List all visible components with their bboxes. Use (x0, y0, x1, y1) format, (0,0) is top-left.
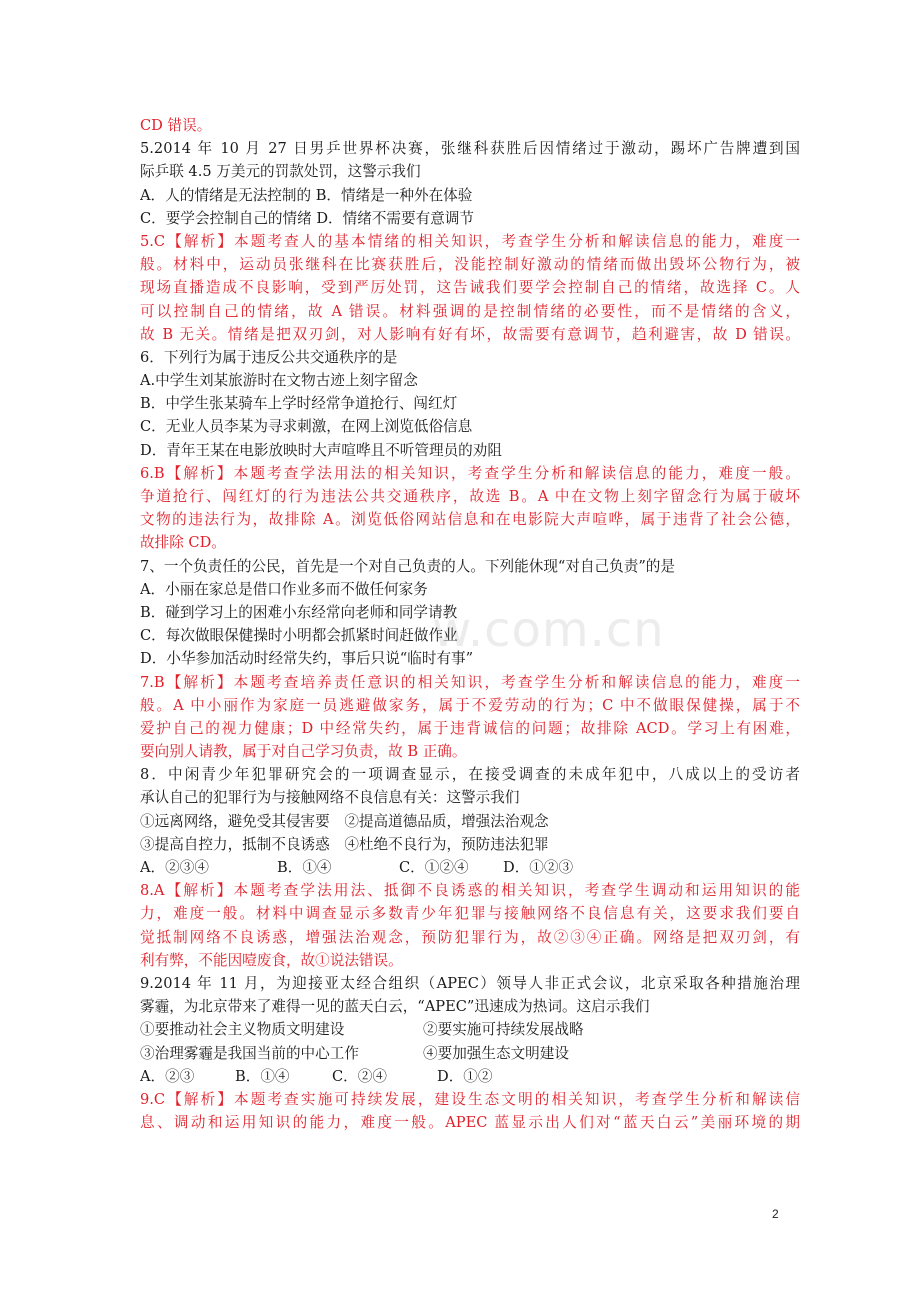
text-line: C．无业人员李某为寻求刺激，在网上浏览低俗信息 (140, 418, 473, 436)
option-item: B．①④ (277, 859, 332, 876)
option-item: B．①④ (235, 1067, 290, 1085)
option-item: C．②④ (332, 1067, 387, 1085)
option-row (140, 856, 800, 879)
answer-analysis-line: 要向别人请教，属于对自己学习负责，故 B 正确。 (140, 743, 467, 761)
option-item: ②要实施可持续发展战略 (423, 1021, 584, 1039)
option-item: D．①②③ (503, 859, 574, 876)
text-line: D．小华参加活动时经常失约，事后只说“临时有事” (140, 650, 474, 668)
text-line: 9.2014 年 11 月，为迎接亚太经合组织（APEC）领导人非正式会议，北京采取各种措施治理 (140, 974, 800, 992)
answer-analysis-line: 般。材料中，运动员张继科在比赛获胜后，没能控制好激动的情绪而做出毁坏公物行为，被 (140, 256, 800, 274)
answer-analysis-line: 6.B【解析】本题考查学法用法的相关知识，考查学生分析和解读信息的能力，难度一般。 (140, 464, 800, 482)
text-line: C．要学会控制自己的情绪 D．情绪不需要有意调节 (140, 209, 474, 227)
option-item: A．②③④ (140, 859, 209, 876)
answer-analysis-line: 力，难度一般。材料中调查显示多数青少年犯罪与接触网络不良信息有关，这要求我们要自 (140, 905, 800, 923)
text-line: 承认自己的犯罪行为与接触网络不良信息有关：这警示我们 (140, 789, 520, 807)
answer-analysis-line: 争道抢行、闯红灯的行为违法公共交通秩序，故选 B。A 中在文物上刻字留念行为属于破坏 (140, 488, 800, 505)
text-line: 雾霾，为北京带来了难得一见的蓝天白云，“APEC”迅速成为热词。这启示我们 (140, 998, 650, 1016)
answer-analysis-line: 息、调动和运用知识的能力，难度一般。APEC 蓝显示出人们对“蓝天白云”美丽环境的期 (140, 1114, 800, 1132)
option-row (140, 1042, 800, 1065)
option-item: D．①② (437, 1067, 493, 1085)
text-line: 5.2014 年 10 月 27 日男乒世界杯决赛，张继科获胜后因情绪过于激动，踢坏广告牌遭到国 (140, 140, 800, 158)
answer-analysis-line: 利有弊，不能因噎废食，故①说法错误。 (140, 951, 403, 969)
answer-analysis-line: 故排除 CD。 (140, 534, 226, 552)
text-line: A．小丽在家总是借口作业多而不做任何家务 (140, 580, 428, 598)
text-line: ③提高自控力，抵制不良诱惑 ④杜绝不良行为，预防违法犯罪 (140, 835, 549, 853)
option-row (140, 1065, 800, 1088)
answer-analysis-line: 8.A【解析】本题考查学法用法、抵御不良诱惑的相关知识，考查学生调动和运用知识的能 (140, 882, 800, 900)
text-line: 际乒联 4.5 万美元的罚款处罚，这警示我们 (140, 163, 421, 181)
answer-analysis-line: CD 错误。 (140, 117, 212, 134)
option-item: C．①②④ (399, 859, 469, 876)
option-item: ①要推动社会主义物质文明建设 (140, 1021, 345, 1039)
answer-analysis-line: 文物的违法行为，故排除 A。浏览低俗网站信息和在电影院大声喧哗，属于违背了社会公德， (140, 511, 800, 529)
answer-analysis-line: 7.B【解析】本题考查培养责任意识的相关知识，考查学生分析和解读信息的能力，难度一 (140, 673, 800, 691)
answer-analysis-line: 5.C【解析】本题考查人的基本情绪的相关知识，考查学生分析和解读信息的能力，难度一 (140, 232, 800, 250)
text-line: B．碰到学习上的困难小东经常向老师和同学请教 (140, 603, 458, 621)
answer-analysis-line: 9.C【解析】本题考查实施可持续发展，建设生态文明的相关知识，考查学生分析和解读信 (140, 1090, 800, 1108)
answer-analysis-line: 现场直播造成不良影响，受到严厉处罚，这告诫我们要学会控制自己的情绪，故选择 C。人 (140, 279, 800, 297)
answer-analysis-line: 可以控制自己的情绪，故 A 错误。材料强调的是控制情绪的必要性，而不是情绪的含义， (140, 302, 800, 320)
answer-analysis-line: 爱护自己的视力健康；D 中经常失约，属于违背诚信的问题；故排除 ACD。学习上有困难， (140, 719, 800, 737)
text-line: ①远离网络，避免受其侵害要 ②提高道德品质，增强法治观念 (140, 812, 549, 830)
answer-analysis-line: 觉抵制网络不良诱惑，增强法治观念，预防犯罪行为，故②③④正确。网络是把双刃剑，有 (140, 928, 800, 946)
option-row (140, 1018, 800, 1041)
option-item: ③治理雾霾是我国当前的中心工作 (140, 1044, 359, 1062)
watermark: w.com.cn (432, 602, 665, 658)
text-line: C．每次做眼保健操时小明都会抓紧时间赶做作业 (140, 627, 458, 645)
text-line: B．中学生张某骑车上学时经常争道抢行、闯红灯 (140, 395, 458, 413)
text-line: 7、一个负责任的公民，首先是一个对自己负责的人。下列能休现“对自己负责”的是 (140, 557, 675, 575)
option-item: A．②③ (140, 1067, 195, 1085)
page-number: 2 (772, 1207, 779, 1221)
text-line: A.中学生刘某旅游时在文物古迹上刻字留念 (140, 372, 418, 390)
answer-analysis-line: 般。A 中小丽作为家庭一员逃避做家务，属于不爱劳动的行为；C 中不做眼保健操，属于不 (140, 696, 800, 714)
text-line: 8．中闲青少年犯罪研究会的一项调查显示，在接受调查的未成年犯中，八成以上的受访者 (140, 766, 800, 784)
text-line: 6．下列行为属于违反公共交通秩序的是 (140, 348, 398, 366)
text-line: D．青年王某在电影放映时大声喧哗且不听管理员的劝阻 (140, 441, 502, 459)
text-line: A．人的情绪是无法控制的 B．情绪是一种外在体验 (140, 186, 473, 204)
option-item: ④要加强生态文明建设 (423, 1044, 569, 1062)
document-body (140, 114, 800, 1134)
answer-analysis-line: 故 B 无关。情绪是把双刃剑，对人影响有好有坏，故需要有意调节，趋利避害，故 D 错误。 (140, 325, 800, 343)
